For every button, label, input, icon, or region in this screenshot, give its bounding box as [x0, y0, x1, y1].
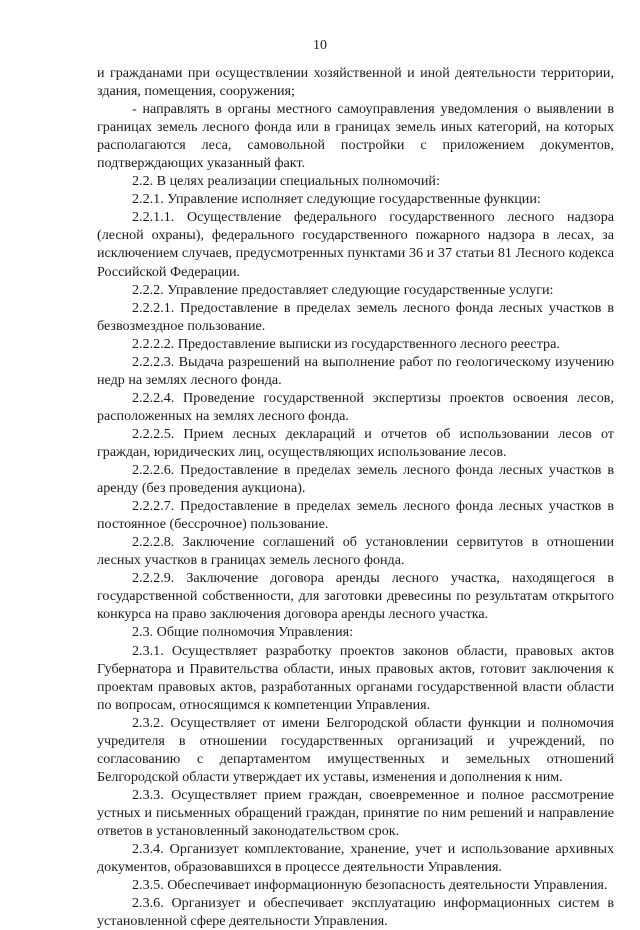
- paragraph: 2.3.2. Осуществляет от имени Белгородской области функции и полномочия учредителя в отношении государственных организаций и учреждений, по согласованию с департаментом имущественных и земельных отношений Белгородской области утверждает их уставы, изменения и дополнения к ним.: [97, 714, 614, 785]
- document-body: [97, 64, 614, 930]
- paragraph: 2.3.3. Осуществляет прием граждан, своевременное и полное рассмотрение устных и письменных обращений граждан, принятие по ним решений и направление ответов в установленный законодательством срок.: [97, 786, 614, 839]
- paragraph: 2.3.6. Организует и обеспечивает эксплуатацию информационных систем в установленной сфере деятельности Управления.: [97, 895, 614, 930]
- paragraph: 2.3. Общие полномочия Управления:: [132, 624, 354, 641]
- paragraph: 2.2.2. Управление предоставляет следующие государственные услуги:: [132, 281, 554, 298]
- paragraph: 2.2.2.2. Предоставление выписки из государственного лесного реестра.: [132, 335, 560, 352]
- paragraph: 2.3.1. Осуществляет разработку проектов законов области, правовых актов Губернатора и Правительства области, иных правовых актов, готовит заключения к проектам правовых актов, разработанных органами государственной власти области по вопросам, относящимся к компетенции Управления.: [97, 642, 614, 713]
- paragraph: 2.2. В целях реализации специальных полномочий:: [132, 173, 440, 190]
- paragraph: 2.3.4. Организует комплектование, хранение, учет и использование архивных документов, образовавшихся в процессе деятельности Управления.: [97, 841, 614, 876]
- paragraph: 2.2.2.8. Заключение соглашений об установлении сервитутов в отношении лесных участков в границах земель лесного фонда.: [97, 534, 614, 569]
- paragraph: 2.2.2.1. Предоставление в пределах земель лесного фонда лесных участков в безвозмездное пользование.: [97, 299, 614, 334]
- paragraph: 2.2.1. Управление исполняет следующие государственные функции:: [132, 191, 541, 208]
- paragraph: 2.2.2.7. Предоставление в пределах земель лесного фонда лесных участков в постоянное (бессрочное) пользование.: [97, 498, 614, 533]
- paragraph: - направлять в органы местного самоуправления уведомления о выявлении в границах земель лесного фонда или в границах земель иных категорий, на которых располагаются леса, самовольной постройки с приложением документов, подтверждающих указанный факт.: [97, 101, 614, 172]
- paragraph: 2.2.2.9. Заключение договора аренды лесного участка, находящегося в государственной собственности, для заготовки древесины по результатам открытого конкурса на право заключения договора аренды лесного участка.: [97, 570, 614, 623]
- paragraph: 2.2.1.1. Осуществление федерального государственного лесного надзора (лесной охраны), федерального государственного пожарного надзора в лесах, за исключением случаев, предусмотренных пунктами 36 и 37 статьи 81 Лесного кодекса Российской Федерации.: [97, 209, 614, 280]
- paragraph: и гражданами при осуществлении хозяйственной и иной деятельности территории, здания, помещения, сооружения;: [97, 65, 614, 100]
- paragraph: 2.3.5. Обеспечивает информационную безопасность деятельности Управления.: [132, 877, 608, 894]
- paragraph: 2.2.2.3. Выдача разрешений на выполнение работ по геологическому изучению недр на землях лесного фонда.: [97, 353, 614, 388]
- paragraph: 2.2.2.5. Прием лесных деклараций и отчетов об использовании лесов от граждан, юридических лиц, осуществляющих использование лесов.: [97, 425, 614, 460]
- page-number: 10: [313, 38, 327, 53]
- paragraph: 2.2.2.4. Проведение государственной экспертизы проектов освоения лесов, расположенных на землях лесного фонда.: [97, 389, 614, 424]
- paragraph: 2.2.2.6. Предоставление в пределах земель лесного фонда лесных участков в аренду (без проведения аукциона).: [97, 462, 614, 497]
